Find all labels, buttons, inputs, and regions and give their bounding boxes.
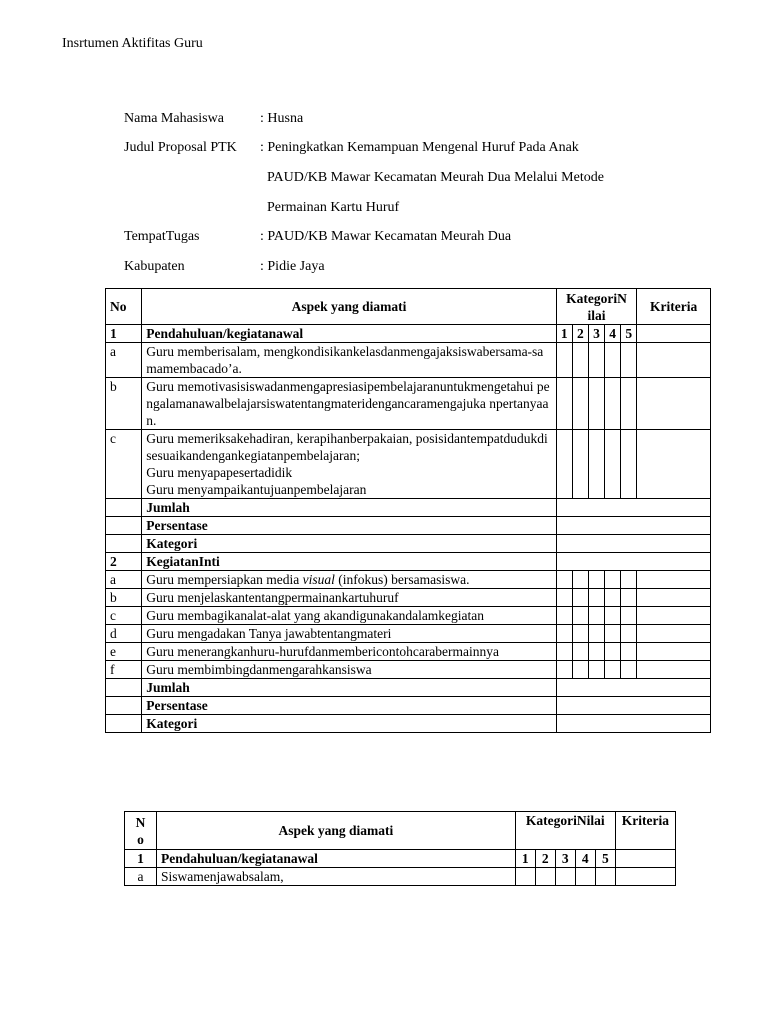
jumlah-row: [106, 499, 711, 517]
score-cell[interactable]: [588, 571, 604, 589]
score-cell[interactable]: [621, 643, 637, 661]
persentase-row: [106, 697, 711, 715]
score-label: 1: [556, 325, 572, 343]
row-no: a: [106, 571, 142, 589]
persentase-value[interactable]: [556, 517, 710, 535]
tempat-value: : PAUD/KB Mawar Kecamatan Meurah Dua: [260, 229, 512, 244]
section-no: 1: [125, 850, 157, 868]
section-title: Pendahuluan/kegiatanawal: [142, 325, 556, 343]
score-cell[interactable]: [572, 643, 588, 661]
row-aspek: Guru memotivasisiswadanmengapresiasipembelajaranuntukmengetahui pengalamanawalbelajarsiswatentangmateridengancaramengajuka npertanyaan.: [142, 378, 556, 430]
jumlah-value[interactable]: [556, 679, 710, 697]
section-row: [125, 850, 676, 868]
section-row: [106, 553, 711, 571]
score-cell[interactable]: [621, 589, 637, 607]
kategori-value[interactable]: [556, 715, 710, 733]
score-cell[interactable]: [621, 430, 637, 499]
score-label: 5: [621, 325, 637, 343]
score-cell[interactable]: [605, 571, 621, 589]
jumlah-value[interactable]: [556, 499, 710, 517]
row-no: d: [106, 625, 142, 643]
score-cell[interactable]: [572, 430, 588, 499]
table-row: [106, 661, 711, 679]
score-cell[interactable]: [572, 661, 588, 679]
header-aspek: Aspek yang diamati: [142, 289, 556, 325]
score-cell[interactable]: [515, 868, 535, 886]
kategori-value[interactable]: [556, 535, 710, 553]
italic-text: visual: [302, 572, 335, 587]
document-title: Insrtumen Aktifitas Guru: [62, 36, 203, 51]
table-row: [106, 571, 711, 589]
row-no: a: [125, 868, 157, 886]
judul-value-2: PAUD/KB Mawar Kecamatan Meurah Dua Melalui Metode: [267, 170, 604, 185]
row-aspek-line: Guru menyampaikantujuanpembelajaran: [146, 482, 367, 497]
score-cell[interactable]: [605, 661, 621, 679]
kriteria-cell: [615, 850, 675, 868]
kriteria-cell[interactable]: [615, 868, 675, 886]
score-cell[interactable]: [605, 607, 621, 625]
kategori-label: Kategori: [142, 715, 556, 733]
score-cell[interactable]: [556, 589, 572, 607]
score-cell[interactable]: [621, 343, 637, 378]
header-kategori: KategoriN ilai: [556, 289, 637, 325]
score-cell[interactable]: [605, 625, 621, 643]
table-row: [106, 625, 711, 643]
row-aspek: Guru mempersiapkan media visual (infokus) bersamasiswa.: [142, 571, 556, 589]
score-cell[interactable]: [588, 430, 604, 499]
table-row: [106, 589, 711, 607]
table-header-row: [125, 812, 676, 850]
table-header-row: [106, 289, 711, 325]
judul-label: Judul Proposal PTK: [124, 140, 237, 155]
kriteria-cell[interactable]: [637, 430, 711, 499]
header-no: No: [125, 812, 157, 850]
row-aspek: [142, 430, 556, 499]
row-no: c: [106, 430, 142, 499]
score-cell[interactable]: [605, 643, 621, 661]
score-cell[interactable]: [588, 378, 604, 430]
score-cell[interactable]: [621, 571, 637, 589]
persentase-value[interactable]: [556, 697, 710, 715]
kategori-row: [106, 715, 711, 733]
row-aspek: Guru menjelaskantentangpermainankartuhuruf: [142, 589, 556, 607]
kriteria-cell[interactable]: [637, 378, 711, 430]
jumlah-label: Jumlah: [142, 679, 556, 697]
score-cell[interactable]: [572, 378, 588, 430]
row-aspek: Guru membagikanalat-alat yang akandigunakandalamkegiatan: [142, 607, 556, 625]
score-cell[interactable]: [556, 430, 572, 499]
header-no: No: [106, 289, 142, 325]
section-title: Pendahuluan/kegiatanawal: [157, 850, 516, 868]
kriteria-cell[interactable]: [637, 571, 711, 589]
score-cell[interactable]: [605, 589, 621, 607]
kriteria-cell[interactable]: [637, 661, 711, 679]
score-cell[interactable]: [555, 868, 575, 886]
table-row: [106, 430, 711, 499]
score-label: 2: [572, 325, 588, 343]
score-cell[interactable]: [588, 625, 604, 643]
persentase-label: Persentase: [142, 517, 556, 535]
row-aspek-line: Guru memeriksakehadiran, kerapihanberpakaian, posisidantempatdudukdisesuaikandengankegiatanpembelajaran;: [146, 431, 548, 463]
kriteria-cell[interactable]: [637, 625, 711, 643]
row-no: b: [106, 378, 142, 430]
row-aspek-line: Guru menyapapesertadidik: [146, 465, 293, 480]
score-label: 3: [555, 850, 575, 868]
score-cell[interactable]: [572, 589, 588, 607]
section-no: 1: [106, 325, 142, 343]
score-cell[interactable]: [572, 571, 588, 589]
score-cell[interactable]: [588, 607, 604, 625]
nama-label: Nama Mahasiswa: [124, 111, 224, 126]
score-label: 4: [605, 325, 621, 343]
score-label: 2: [535, 850, 555, 868]
jumlah-row: [106, 679, 711, 697]
row-aspek: Guru mengadakan Tanya jawabtentangmateri: [142, 625, 556, 643]
score-cell[interactable]: [621, 661, 637, 679]
table-row: [106, 607, 711, 625]
header-kriteria: Kriteria: [615, 812, 675, 850]
row-no: f: [106, 661, 142, 679]
score-label: 5: [595, 850, 615, 868]
judul-value-3: Permainan Kartu Huruf: [267, 200, 400, 215]
score-cell[interactable]: [588, 589, 604, 607]
row-aspek: Guru membimbingdanmengarahkansiswa: [142, 661, 556, 679]
kriteria-cell[interactable]: [637, 607, 711, 625]
table-row: [106, 643, 711, 661]
score-cell[interactable]: [621, 378, 637, 430]
observation-table-2: [124, 811, 676, 886]
score-cell[interactable]: [572, 343, 588, 378]
score-cell[interactable]: [556, 607, 572, 625]
row-aspek: Siswamenjawabsalam,: [157, 868, 516, 886]
section-no: 2: [106, 553, 142, 571]
score-label: 3: [588, 325, 604, 343]
score-cell[interactable]: [621, 625, 637, 643]
score-cell[interactable]: [556, 625, 572, 643]
section-row: [106, 325, 711, 343]
row-no: b: [106, 589, 142, 607]
score-cell[interactable]: [588, 343, 604, 378]
jumlah-label: Jumlah: [142, 499, 556, 517]
persentase-label: Persentase: [142, 697, 556, 715]
persentase-row: [106, 517, 711, 535]
kategori-label: Kategori: [142, 535, 556, 553]
row-no: c: [106, 607, 142, 625]
score-cell[interactable]: [556, 571, 572, 589]
score-cell[interactable]: [575, 868, 595, 886]
score-cell[interactable]: [595, 868, 615, 886]
section-title: KegiatanInti: [142, 553, 556, 571]
row-aspek: Guru memberisalam, mengkondisikankelasdanmengajaksiswabersama-samamembacado’a.: [142, 343, 556, 378]
score-cell[interactable]: [605, 378, 621, 430]
kabupaten-label: Kabupaten: [124, 259, 185, 274]
header-kriteria: Kriteria: [637, 289, 711, 325]
score-cell[interactable]: [556, 643, 572, 661]
score-cell[interactable]: [556, 378, 572, 430]
score-cell[interactable]: [572, 625, 588, 643]
score-cell[interactable]: [588, 661, 604, 679]
table-row: [125, 868, 676, 886]
table-row: [106, 378, 711, 430]
kriteria-cell[interactable]: [637, 343, 711, 378]
row-no: a: [106, 343, 142, 378]
kriteria-cell: [637, 325, 711, 343]
kriteria-cell[interactable]: [637, 643, 711, 661]
score-cell[interactable]: [535, 868, 555, 886]
score-cell[interactable]: [556, 343, 572, 378]
score-label: 1: [515, 850, 535, 868]
judul-value-1: : Peningkatkan Kemampuan Mengenal Huruf Pada Anak: [260, 140, 579, 155]
score-label: 4: [575, 850, 595, 868]
kategori-row: [106, 535, 711, 553]
kabupaten-value: : Pidie Jaya: [260, 259, 325, 274]
observation-table-1: [105, 288, 711, 733]
table-row: [106, 343, 711, 378]
row-no: e: [106, 643, 142, 661]
score-cell[interactable]: [605, 343, 621, 378]
tempat-label: TempatTugas: [124, 229, 200, 244]
score-cell[interactable]: [588, 643, 604, 661]
nama-value: : Husna: [260, 111, 304, 126]
header-kategori: KategoriNilai: [515, 812, 615, 850]
row-aspek: Guru menerangkanhuru-hurufdanmembericontohcarabermainnya: [142, 643, 556, 661]
kriteria-cell[interactable]: [637, 589, 711, 607]
score-cell[interactable]: [621, 607, 637, 625]
score-cell[interactable]: [572, 607, 588, 625]
header-aspek: Aspek yang diamati: [157, 812, 516, 850]
score-cell[interactable]: [556, 661, 572, 679]
score-cell[interactable]: [605, 430, 621, 499]
